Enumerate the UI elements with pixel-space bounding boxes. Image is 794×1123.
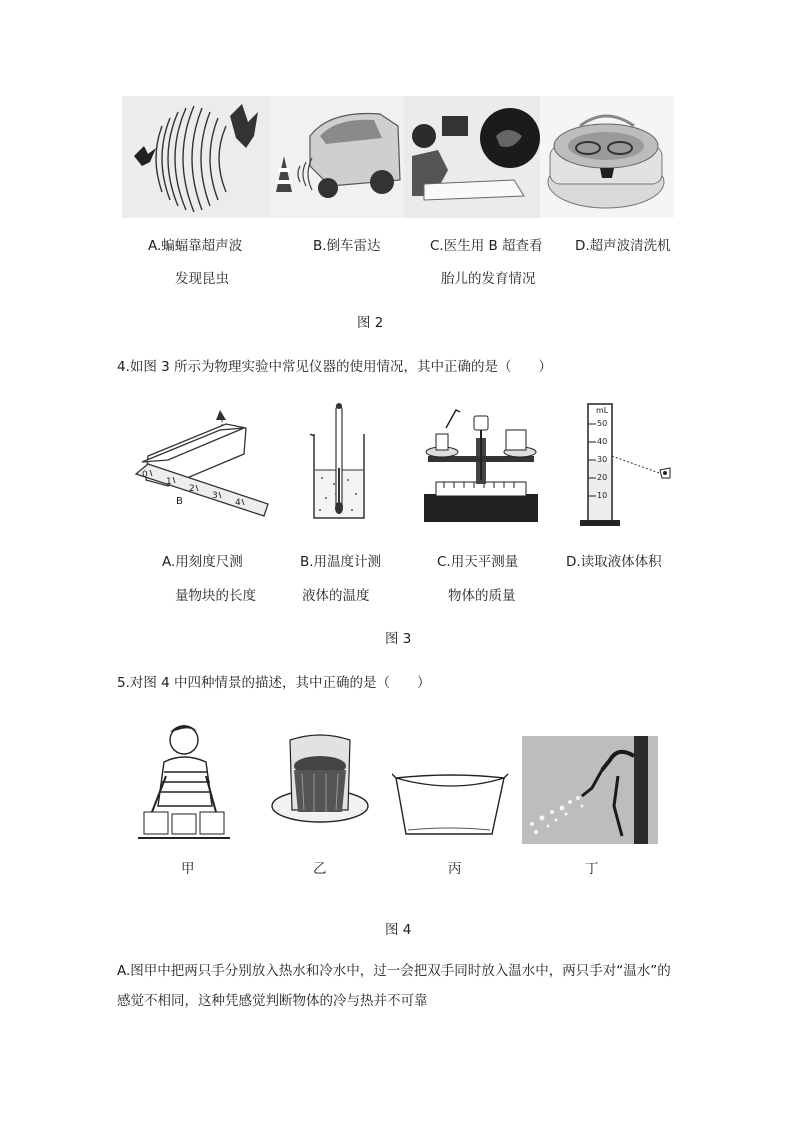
ruler-tick-4: 4 [235, 498, 241, 508]
figure4-scene-yi-image [268, 730, 372, 834]
ruler-tick-3: 3 [212, 491, 218, 501]
cylinder-unit: mL [596, 406, 609, 415]
figure3-caption: 图 3 [385, 631, 412, 647]
figure3-option-d-line1: D.读取液体体积 [566, 554, 662, 570]
figure4-scene-bing-image [392, 770, 510, 842]
ruler-tick-2: 2 [189, 484, 195, 494]
figure2-reversing-radar-image [270, 96, 404, 218]
ruler-tick-1: 1 [166, 477, 172, 487]
figure4-label-jia: 甲 [181, 861, 195, 877]
ruler-block-label: B [176, 496, 183, 507]
figure3-option-c-line2: 物体的质量 [448, 588, 516, 604]
cylinder-tick-20: 20 [597, 473, 608, 482]
figure2-option-d-line1: D.超声波清洗机 [575, 238, 671, 254]
figure3-thermometer-image [300, 398, 380, 528]
figure4-label-ding: 丁 [585, 861, 599, 877]
figure2-b-ultrasound-image [404, 96, 540, 218]
figure3-ruler-image [128, 398, 272, 534]
figure4-label-yi: 乙 [313, 861, 327, 877]
figure2-ultrasonic-cleaner-image [540, 96, 674, 218]
figure3-option-a-line2: 量物块的长度 [175, 588, 256, 604]
figure4-scene-ding-image [522, 736, 658, 844]
cylinder-tick-10: 10 [597, 491, 608, 500]
question5-text: 5.对图 4 中四种情景的描述，其中正确的是（ ） [117, 675, 431, 691]
figure4-scene-jia-image [138, 716, 230, 848]
figure2-option-c-line2: 胎儿的发育情况 [441, 271, 536, 287]
figure3-option-b-line2: 液体的温度 [302, 588, 370, 604]
figure4-label-bing: 丙 [448, 861, 462, 877]
cylinder-tick-30: 30 [597, 455, 608, 464]
question5-option-a: A.图甲中把两只手分别放入热水和冷水中，过一会把双手同时放入温水中，两只手对“温水”的感觉不相同，这种凭感觉判断物体的冷与热并不可靠 [117, 963, 671, 1009]
figure2-bat-image [122, 96, 270, 218]
figure3-balance-image [420, 398, 542, 526]
figure2-option-a-line2: 发现昆虫 [175, 271, 229, 287]
figure2-option-a-line1: A.蝙蝠靠超声波 [148, 238, 243, 254]
ruler-tick-0: 0 [142, 470, 148, 480]
figure2-option-c-line1: C.医生用 B 超查看 [430, 238, 543, 254]
figure2-option-b-line1: B.倒车雷达 [313, 238, 381, 254]
figure4-caption: 图 4 [385, 922, 412, 938]
figure2-caption: 图 2 [357, 315, 384, 331]
figure3-graduated-cylinder-image [570, 398, 680, 530]
figure3-option-a-line1: A.用刻度尺测 [162, 554, 243, 570]
figure3-option-b-line1: B.用温度计测 [300, 554, 382, 570]
question4-text: 4.如图 3 所示为物理实验中常见仪器的使用情况，其中正确的是（ ） [117, 359, 553, 375]
cylinder-tick-40: 40 [597, 437, 608, 446]
figure3-option-c-line1: C.用天平测量 [437, 554, 519, 570]
cylinder-tick-50: 50 [597, 419, 608, 428]
